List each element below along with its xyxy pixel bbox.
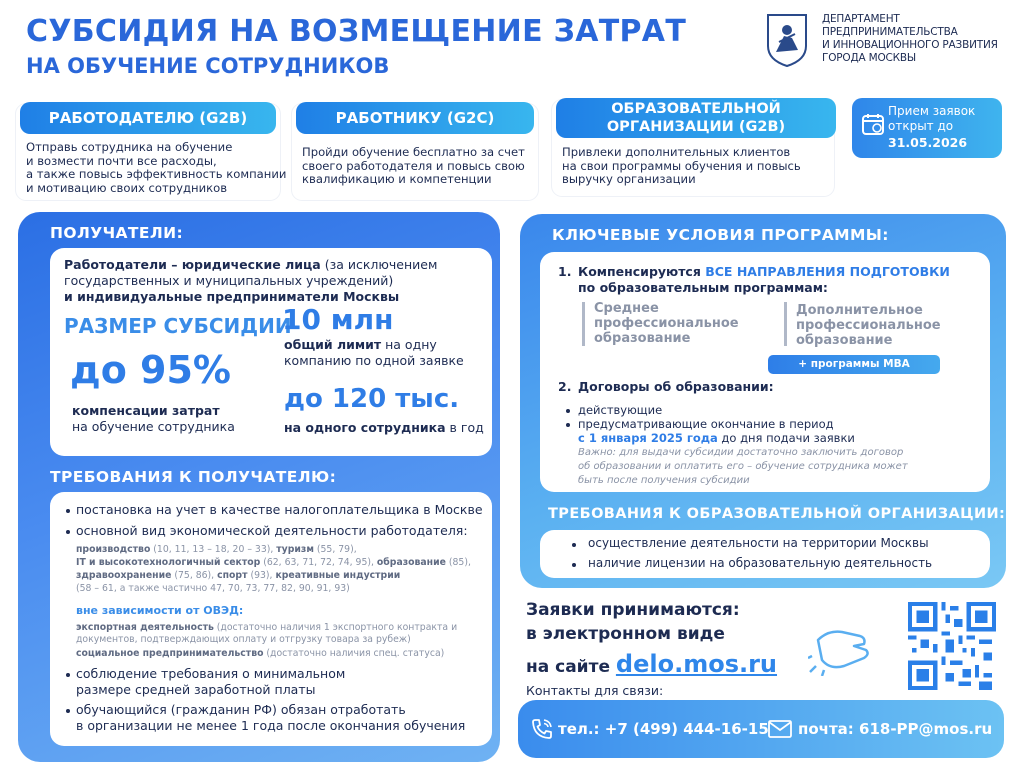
org-requirement-territory: осуществление деятельности на территории Москвы (588, 536, 929, 550)
program-additional-line1: Дополнительное (796, 303, 923, 318)
bullet (66, 509, 70, 513)
recipients-line3: и индивидуальные предприниматели Москвы (64, 289, 400, 304)
program-secondary-line2: профессиональное (594, 316, 739, 331)
email-address[interactable]: почта: 618-PP@mos.ru (798, 720, 993, 738)
site-link[interactable]: delo.mos.ru (615, 650, 778, 678)
calendar-icon (861, 112, 885, 136)
export-line2: документов, подтверждающих оплату и отгрузку товара за рубеж) (76, 634, 411, 645)
apply-line1: Заявки принимаются: (526, 600, 740, 620)
phone-number[interactable]: тел.: +7 (499) 444-16-15 (558, 720, 769, 738)
requirement-work-line1: обучающийся (гражданин РФ) обязан отработать (76, 702, 406, 717)
moscow-coat-of-arms-icon (764, 12, 810, 68)
divider (582, 302, 585, 346)
contacts-label: Контакты для связи: (526, 683, 664, 698)
recipients-title: ПОЛУЧАТЕЛИ: (50, 224, 184, 242)
okved-line3: здравоохранение (75, 86), спорт (93), креативные индустрии (76, 570, 401, 581)
recipients-line1: Работодатели – юридические лица (за исключением (64, 257, 438, 272)
org-requirement-license: наличие лицензии на образовательную деятельность (588, 556, 933, 570)
program-secondary-line1: Среднее (594, 301, 659, 316)
limit-line2: компанию по одной заявке (284, 353, 464, 368)
note-line3: быть после получения субсидии (578, 475, 750, 486)
education-org-card-text: Привлеки дополнительных клиентов на свои программы обучения и повысь выручку организации (562, 145, 801, 187)
limit-value: 10 млн (282, 303, 394, 336)
employer-card-text: Отправь сотрудника на обучение и возмести почти все расходы, а также повысь эффективность компании и мотивацию своих сотрудников (26, 140, 287, 195)
export-line1: экспортная деятельность (достаточно наличия 1 экспортного контракта и (76, 622, 458, 633)
org-requirements-title: ТРЕБОВАНИЯ К ОБРАЗОВАТЕЛЬНОЙ ОРГАНИЗАЦИИ: (548, 506, 1006, 522)
okved-line1: производство (10, 11, 13 – 18, 20 – 33), туризм (55, 79), (76, 544, 357, 555)
requirement-salary-line1: соблюдение требования о минимальном (76, 666, 346, 681)
regardless-title: вне зависимости от ОВЭД: (76, 604, 244, 617)
bullet (66, 709, 70, 713)
condition2-title: Договоры об образовании: (578, 379, 774, 394)
condition2-number: 2. (558, 379, 572, 394)
deadline-line1: Прием заявок (888, 104, 976, 118)
bullet (66, 673, 70, 677)
requirement-okved: основной вид экономической деятельности работодателя: (76, 523, 468, 538)
page-subtitle: НА ОБУЧЕНИЕ СОТРУДНИКОВ (26, 54, 390, 78)
employee-card-title: РАБОТНИКУ (G2C) (296, 102, 534, 134)
per-person-value: до 120 тыс. (284, 384, 460, 414)
bullet (566, 423, 570, 427)
deadline-line2: открыт до (888, 119, 954, 133)
condition1-number: 1. (558, 264, 572, 279)
note-line2: об образовании и оплатить его – обучение сотрудника может (578, 461, 908, 472)
condition1-line2: по образовательным программам: (578, 280, 828, 295)
apply-line3: на сайте delo.mos.ru (526, 650, 778, 678)
per-person-line: на одного сотрудника в год (284, 420, 484, 435)
recipients-line2: государственных и муниципальных учреждений) (64, 273, 394, 288)
tap-hand-icon (808, 610, 878, 676)
percent-value: до 95% (70, 348, 231, 392)
mba-badge: + программы МВА (768, 355, 940, 374)
page-title: СУБСИДИЯ НА ВОЗМЕЩЕНИЕ ЗАТРАТ (26, 14, 687, 49)
requirement-tax: постановка на учет в качестве налогоплательщика в Москве (76, 502, 483, 517)
bullet (572, 543, 576, 547)
okved-line4: (58 – 61, а также частично 47, 70, 73, 77, 82, 90, 91, 93) (76, 583, 350, 594)
department-logo (764, 12, 1014, 72)
percent-line2: на обучение сотрудника (72, 419, 235, 434)
condition1-line1: Компенсируются ВСЕ НАПРАВЛЕНИЯ ПОДГОТОВКИ (578, 264, 950, 279)
subsidy-size-label: РАЗМЕР СУБСИДИИ (64, 314, 292, 338)
qr-code-icon[interactable] (908, 602, 996, 690)
mail-icon (768, 720, 792, 738)
conditions-title: КЛЮЧЕВЫЕ УСЛОВИЯ ПРОГРАММЫ: (552, 226, 889, 244)
program-additional-line3: образование (796, 333, 893, 348)
deadline-date: 31.05.2026 (888, 135, 968, 150)
deadline-badge (852, 98, 1002, 158)
contract-active: действующие (578, 403, 663, 417)
limit-line1: общий лимит на одну (284, 337, 437, 352)
department-name: ДЕПАРТАМЕНТ ПРЕДПРИНИМАТЕЛЬСТВА И ИННОВАЦИОННОГО РАЗВИТИЯ ГОРОДА МОСКВЫ (822, 13, 998, 64)
divider (784, 302, 787, 346)
employer-card-title: РАБОТОДАТЕЛЮ (G2B) (20, 102, 276, 134)
contract-period-line2: с 1 января 2025 года до дня подачи заявки (578, 431, 855, 445)
requirement-salary-line2: размере средней заработной платы (76, 682, 316, 697)
bullet (572, 563, 576, 567)
education-org-card-title: ОБРАЗОВАТЕЛЬНОЙ ОРГАНИЗАЦИИ (G2B) (556, 98, 836, 138)
percent-line1: компенсации затрат (72, 403, 220, 418)
note-line1: Важно: для выдачи субсидии достаточно заключить договор (578, 447, 904, 458)
social-line: социальное предпринимательство (достаточно наличия спец. статуса) (76, 648, 445, 659)
okved-line2: IT и высокотехнологичный сектор (62, 63, 71, 72, 74, 95), образование (85), (76, 557, 471, 568)
phone-icon (530, 717, 554, 741)
program-secondary-line3: образование (594, 331, 691, 346)
employee-card-text: Пройди обучение бесплатно за счет своего работодателя и повысь свою квалификацию и компетенции (302, 145, 525, 187)
bullet (66, 530, 70, 534)
requirements-title: ТРЕБОВАНИЯ К ПОЛУЧАТЕЛЮ: (50, 468, 337, 486)
bullet (566, 409, 570, 413)
apply-line2: в электронном виде (526, 624, 725, 644)
contract-period-line1: предусматривающие окончание в период (578, 417, 834, 431)
program-additional-line2: профессиональное (796, 318, 941, 333)
requirement-work-line2: в организации не менее 1 года после окончания обучения (76, 718, 466, 733)
